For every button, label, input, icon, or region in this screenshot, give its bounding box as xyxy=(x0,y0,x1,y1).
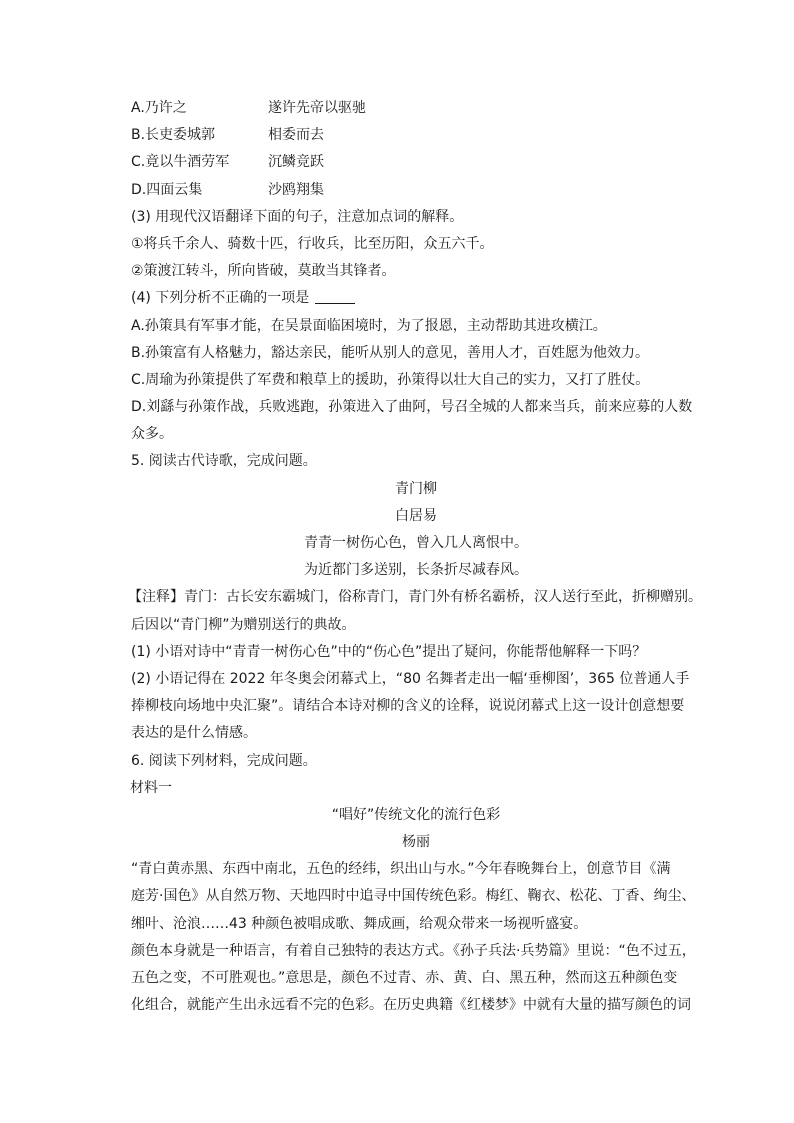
analysis-c: C.周瑜为孙策提供了军费和粮草上的援助，孙策得以壮大自己的实力，又打了胜仗。 xyxy=(131,371,650,388)
analysis-d-line2: 众多。 xyxy=(131,426,173,443)
option-pair: 沉鳞竞跃 xyxy=(268,154,324,171)
article-p1-line2: 庭芳·国色》从自然万物、天地四时中追寻中国传统色彩。梅红、鞠衣、松花、丁香、绚尘、 xyxy=(131,888,696,905)
material-label: 材料一 xyxy=(130,779,172,796)
option-c xyxy=(131,149,701,176)
option-label: D.四面云集 xyxy=(131,181,203,198)
article-p2-line2: 五色之变，不可胜观也。”意思是，颜色不过青、赤、黄、白、黑五种，然而这五种颜色变 xyxy=(131,970,678,986)
poem-author: 白居易 xyxy=(395,507,437,524)
q5-sub2-line2: 捧柳枝向场地中央汇聚”。请结合本诗对柳的含义的诠释，说说闭幕式上这一设计创意想要 xyxy=(131,698,685,715)
answer-blank xyxy=(315,289,355,304)
q4-sub3: (3) 用现代汉语翻译下面的句子，注意加点词的解释。 xyxy=(131,208,464,225)
poem-title: 青门柳 xyxy=(395,480,437,497)
q4-sub4 xyxy=(131,285,701,312)
option-pair: 沙鸥翔集 xyxy=(268,181,324,198)
option-a xyxy=(131,95,701,122)
option-pair: 遂许先帝以驱驰 xyxy=(268,100,366,116)
q5-sub2-line1: (2) 小语记得在 2022 年冬奥会闭幕式上，“80 名舞者走出一幅‘垂柳图’，365 位普通人手 xyxy=(131,670,690,687)
option-label: C.竟以牛酒劳军 xyxy=(131,154,230,171)
article-author: 杨丽 xyxy=(402,834,430,851)
q5-sub2-line3: 表达的是什么情感。 xyxy=(131,725,257,742)
article-p2-line3: 化组合，就能产生出永远看不完的色彩。在历史典籍《红楼梦》中就有大量的描写颜色的词 xyxy=(131,997,691,1014)
q4-sentence-1: ①将兵千余人、骑数十匹，行收兵，比至历阳，众五六千。 xyxy=(131,235,494,252)
page-content xyxy=(128,95,702,1019)
article-p1-line1: “青白黄赤黑、东西中南北，五色的经纬，织出山与水。”今年春晚舞台上，创意节目《满 xyxy=(131,861,671,878)
poem-note-line2: 后因以“青门柳”为赠别送行的典故。 xyxy=(131,616,356,633)
q4-sub4-text: (4) 下列分析不正确的一项是 xyxy=(131,290,310,307)
q4-sentence-2: ②策渡江转斗，所向皆破，莫敢当其锋者。 xyxy=(131,263,396,280)
q5-stem: 5. 阅读古代诗歌，完成问题。 xyxy=(131,453,317,470)
q6-stem: 6. 阅读下列材料，完成问题。 xyxy=(131,752,317,769)
option-pair: 相委而去 xyxy=(268,127,324,144)
analysis-d-line1: D.刘繇与孙策作战，兵败逃跑，孙策进入了曲阿，号召全城的人都来当兵，前来应募的人数 xyxy=(131,399,693,416)
option-label: B.长吏委城郭 xyxy=(131,127,216,144)
poem-line-1: 青青一树伤心色，曾入几人离恨中。 xyxy=(304,535,528,551)
analysis-a: A.孙策具有军事才能，在吴景面临困境时，为了报恩，主动帮助其进攻横江。 xyxy=(131,317,607,334)
option-label: A.乃许之 xyxy=(131,100,187,116)
analysis-b: B.孙策富有人格魅力，豁达亲民，能听从别人的意见，善用人才，百姓愿为他效力。 xyxy=(131,344,650,361)
article-title: “唱好”传统文化的流行色彩 xyxy=(331,806,501,823)
article-p1-line3: 缃叶、沧浪……43 种颜色被唱成歌、舞成画，给观众带来一场视听盛宴。 xyxy=(131,915,588,932)
poem-note-line1: 【注释】青门：古长安东霸城门，俗称青门，青门外有桥名霸桥，汉人送行至此，折柳赠别。 xyxy=(128,589,702,606)
option-b xyxy=(131,122,701,149)
article-p2-line1: 颜色本身就是一种语言，有着自己独特的表达方式。《孙子兵法·兵势篇》里说：“色不过五， xyxy=(131,942,696,959)
q5-sub1: (1) 小语对诗中“青青一树伤心色”中的“伤心色”提出了疑问，你能帮他解释一下吗？ xyxy=(131,643,647,660)
option-d xyxy=(131,177,701,204)
poem-line-2: 为近都门多送别，长条折尽减春风。 xyxy=(304,562,528,579)
